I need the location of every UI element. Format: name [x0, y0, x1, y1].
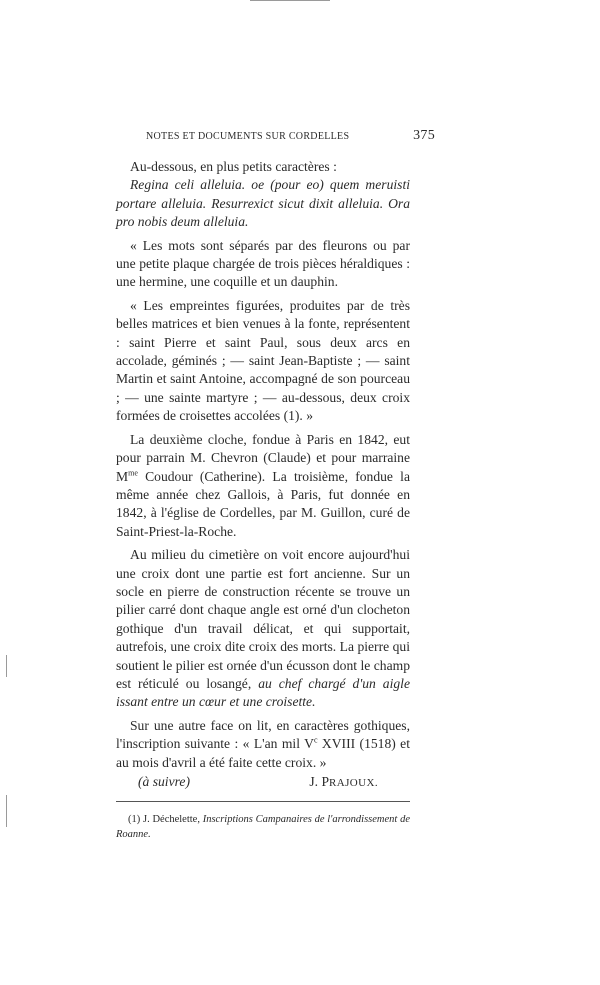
superscript-me: me — [128, 467, 138, 477]
author-initial: J. P — [309, 774, 330, 789]
footnote-lead: (1) J. Déchelette, — [128, 814, 203, 826]
author-surname: RAJOUX. — [329, 777, 378, 789]
author-signature — [309, 773, 378, 792]
paragraph-5 — [116, 431, 410, 541]
scan-mark-left-2 — [6, 795, 7, 827]
paragraph-6-text: Au milieu du cimetière on voit encore aujourd'hui une croix dont une partie est fort ancienne. Sur un socle en pierre de construction récente se trouve un pilier carré dont chaque angle est orné d'un clocheton gothique d'un travail délicat, et qui supportait, autrefois, une croix dite croix des morts. La pierre qui soutient le pilier est ornée d'un écusson dont le champ est réticulé ou losangé, — [116, 547, 410, 691]
footnote-title: Inscriptions Campanaires de l'arrondissement de Roanne. — [116, 814, 411, 841]
paragraph-3: « Les mots sont séparés par des fleurons ou par une petite plaque chargée de trois pièces héraldiques : une hermine, une coquille et un dauphin. — [116, 237, 410, 290]
page-header — [116, 128, 435, 146]
latin-inscription: Regina celi alleluia. oe (pour eo) quem meruisti portare alleluia. Resurrexict sicut dixit alleluia. Ora pro nobis deum alleluia. — [116, 177, 410, 230]
scan-mark-left-1 — [6, 655, 7, 677]
paragraph-7-text-a: Sur une autre face on lit, en caractères gothiques, l'inscription suivante : « L'an mil V — [116, 717, 410, 752]
paragraph-5-text-b: Coudour (Catherine). La troisième, fondue la même année chez Gallois, à Paris, fut donnée en 1842, à l'église de Cordelles, par M. Guillon, curé de Saint-Priest-la-Roche. — [116, 468, 410, 539]
paragraph-6 — [116, 546, 410, 712]
paragraph-1: Au-dessous, en plus petits caractères : — [130, 159, 337, 174]
scan-mark-top — [250, 0, 330, 1]
footnote-rule — [116, 801, 410, 802]
book-page — [116, 128, 435, 842]
paragraph-6-italic: au chef chargé d'un aigle issant entre un cœur et une croisette. — [116, 675, 410, 710]
page-number: 375 — [413, 128, 435, 143]
signature-row — [116, 773, 410, 792]
paragraph-7-text-b: XVIII (1518) et au mois d'avril a été faite cette croix. » — [116, 736, 410, 770]
paragraph-7 — [116, 717, 410, 772]
footnote — [116, 812, 410, 842]
running-title: NOTES ET DOCUMENTS SUR CORDELLES — [146, 131, 350, 142]
paragraph-5-text-a: La deuxième cloche, fondue à Paris en 1842, eut pour parrain M. Chevron (Claude) et pour marraine M — [116, 431, 410, 484]
to-be-continued: (à suivre) — [138, 774, 190, 789]
paragraph-4: « Les empreintes figurées, produites par de très belles matrices et bien venues à la fonte, représentent : saint Pierre et saint Paul, sous deux arcs en accolade, géminés ; — saint Jean-Baptiste ; — saint Martin et saint Antoine, accompagné de son pourceau ; — une sainte martyre ; — au-dessous, deux croix formées de croisettes accolées (1). » — [116, 297, 410, 424]
superscript-c: c — [313, 735, 318, 745]
